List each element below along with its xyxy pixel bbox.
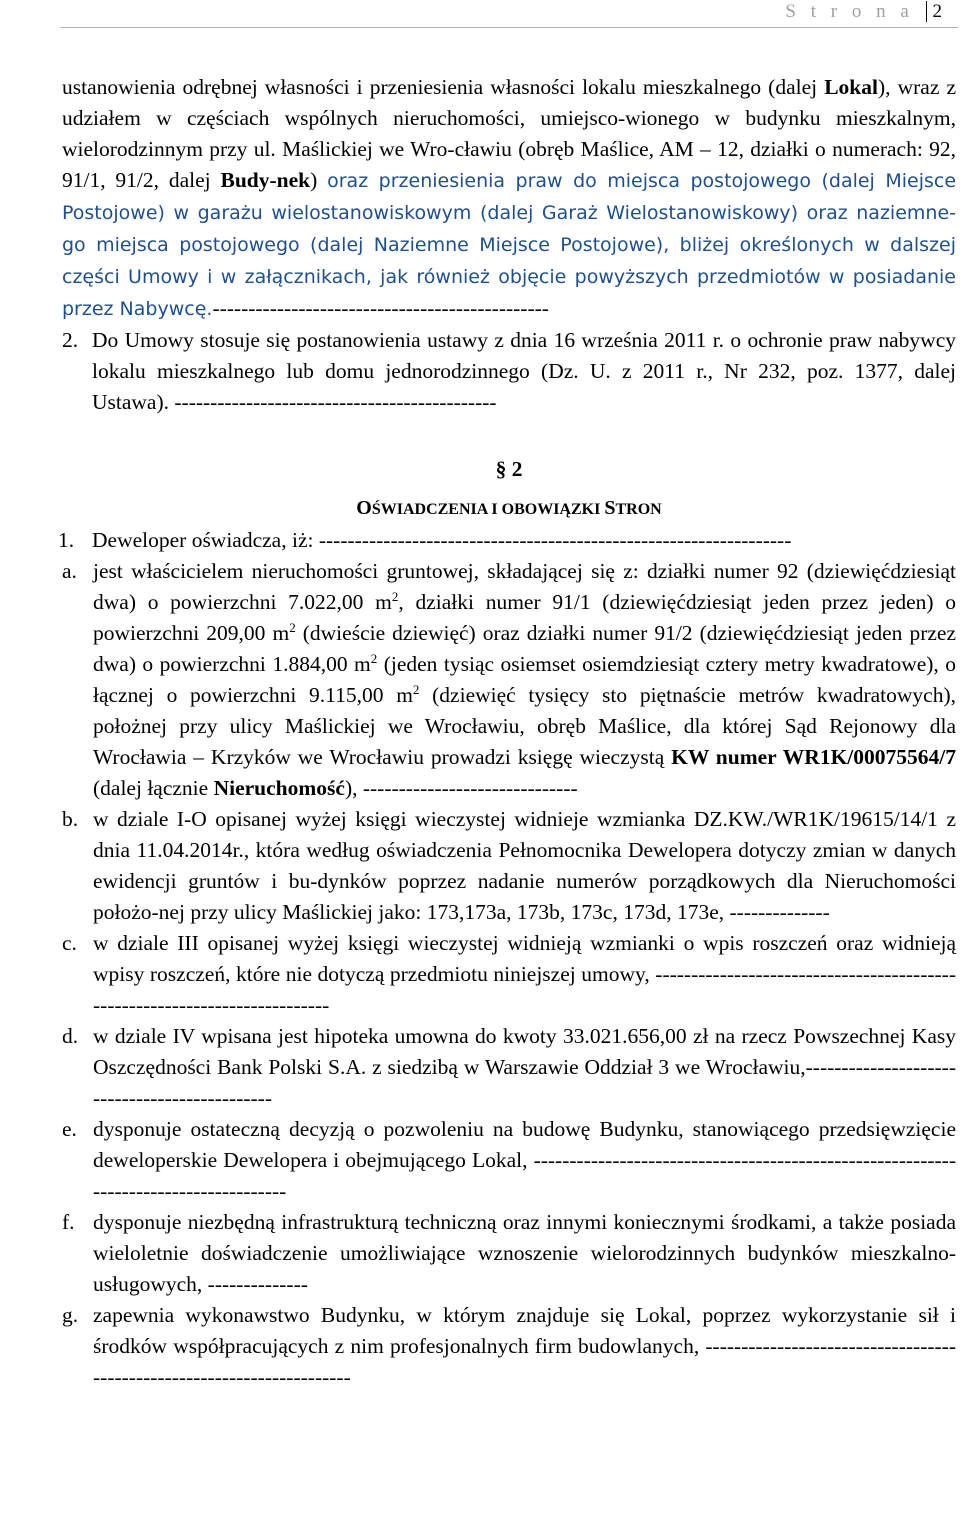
term-nieruchomosc: Nieruchomość <box>213 776 345 800</box>
clause-c-mark: c. <box>62 931 77 955</box>
clause-a-text-3: (dwieście dziewięć) oraz działki numer 91/2 (dziewięćdziesiąt jeden przez dwa) o powierzchni 1.884,00 m <box>93 621 956 676</box>
clause-f <box>62 1207 956 1300</box>
clause-a-text-5: (dziewięć tysięcy sto piętnaście metrów kwadratowych), położnej przy ulicy Maślickiej we Wrocławiu, obręb Maślice, dla której Sąd Rejonowy dla Wrocławia – Krzyków we Wrocławiu prowadzi księgę wieczystą <box>93 683 956 769</box>
page-label: S t r o n a <box>785 1 914 22</box>
clause-c-text: w dziale III opisanej wyżej księgi wieczystej widnieją wzmianki o wpis roszczeń oraz widnieją wpisy roszczeń, które nie dotyczą przedmiotu niniejszej umowy, --------------------------------------------------------------------------- <box>93 931 956 1017</box>
clause-f-text: dysponuje niezbędną infrastrukturą techniczną oraz innymi koniecznymi środkami, a także posiada wieloletnie doświadczenie umożliwiające wznoszenie wielorodzinnych budynków mieszkalno-usługowych, -------------- <box>93 1210 956 1296</box>
item-1 <box>4 525 956 556</box>
item-1-text: Deweloper oświadcza, iż: ------------------------------------------------------------------ <box>92 528 792 552</box>
clause-e <box>62 1114 956 1207</box>
clause-a-text-2: , działki numer 91/1 (dziewięćdziesiąt jeden przez jeden) o powierzchni 209,00 m <box>93 590 956 645</box>
sup-3: 2 <box>370 650 378 666</box>
paragraph-intro <box>62 72 956 325</box>
sup-2: 2 <box>289 619 296 635</box>
item-2 <box>4 325 956 418</box>
page-header <box>785 0 942 24</box>
section-title-s: S <box>604 497 616 519</box>
intro-text-3: ) <box>310 168 328 192</box>
term-budynek: Budy-nek <box>220 168 311 192</box>
section-heading <box>62 454 956 525</box>
intro-text-1: ustanowienia odrębnej własności i przeniesienia własności lokalu mieszkalnego (dalej <box>62 75 825 99</box>
clause-f-mark: f. <box>62 1210 75 1234</box>
clause-e-mark: e. <box>62 1117 77 1141</box>
section-title <box>62 493 956 525</box>
clause-b-text: w dziale I-O opisanej wyżej księgi wieczystej widnieje wzmianka DZ.KW./WR1K/19615/14/1 z dnia 11.04.2014r., która według oświadczenia Pełnomocnika Dewelopera dotyczy zmian w danych ewidencji gruntów i bu-dynków poprzez nadanie numerów porządkowych dla Nieruchomości położo-nej przy ulicy Maślickiej jako: 173,173a, 173b, 173c, 173d, 173e, -------------- <box>93 807 956 924</box>
clause-b-mark: b. <box>62 807 79 831</box>
clause-b <box>62 804 956 928</box>
clause-a-text-4: (jeden tysiąc osiemset osiemdziesiąt cztery metry kwadratowe), o łącznej o powierzchni 9.115,00 m <box>93 652 956 707</box>
clause-d-mark: d. <box>62 1024 79 1048</box>
section-title-tron: TRON <box>615 501 662 518</box>
clause-d <box>62 1021 956 1114</box>
clause-e-text: dysponuje ostateczną decyzją o pozwoleniu na budowę Budynku, stanowiącego przedsięwzięcie deweloperskie Dewelopera i obejmującego Lokal, -------------------------------------------------------------------------------------- <box>93 1117 956 1203</box>
item-2-number: 2. <box>62 328 79 352</box>
sup-4: 2 <box>412 681 420 697</box>
clause-c <box>62 928 956 1021</box>
clause-g-text: zapewnia wykonawstwo Budynku, w którym znajduje się Lokal, poprzez wykorzystanie sił i środków współpracujących z nim profesjonalnych firm budowlanych, ----------------------------------------------------------------------- <box>93 1303 956 1389</box>
intro-dashes: ----------------------------------------------- <box>212 296 549 320</box>
term-lokal: Lokal <box>824 75 878 99</box>
clause-g <box>62 1300 956 1393</box>
kw-number: KW numer WR1K/00075564/7 <box>671 745 956 769</box>
page-number: 2 <box>926 1 943 22</box>
section-title-rest: ŚWIADCZENIA I OBOWIĄZKI <box>371 501 605 518</box>
clause-a-text-7: ), ------------------------------ <box>344 776 578 800</box>
sup-1: 2 <box>391 588 399 604</box>
document-body <box>58 72 957 1393</box>
item-2-text: Do Umowy stosuje się postanowienia ustawy z dnia 16 września 2011 r. o ochronie praw nabywcy lokalu mieszkalnego lub domu jednorodzinnego (Dz. U. z 2011 r., Nr 232, poz. 1377, dalej Ustawa). --------------------------------------------- <box>92 328 956 414</box>
item-1-number: 1. <box>58 528 75 552</box>
intro-text-2: ), wraz z udziałem w częściach wspólnych nieruchomości, umiejsco-wionego w budynku mieszkalnym, wielorodzinnym przy ul. Maślickiej we Wro-cławiu (obręb Maślice, AM – 12, działki o numerach: 92, 91/1, 91/2, dalej <box>62 75 956 192</box>
intro-parking-text: oraz przeniesienia praw do miejsca postojowego (dalej Miejsce Postojowe) w garażu wielostanowiskowym (dalej Garaż Wielostanowiskowy) oraz naziemne-go miejsca postojowego (dalej Naziemne Miejsce Postojowe), bliżej określonych w dalszej części Umowy i w załącznikach, jak również objęcie powyższych przedmiotów w posiadanie przez Nabywcę. <box>62 170 957 320</box>
clause-a-text-6: (dalej łącznie <box>93 776 214 800</box>
section-title-o: O <box>356 497 372 519</box>
clause-g-mark: g. <box>62 1303 79 1327</box>
clause-d-text: w dziale IV wpisana jest hipoteka umowna do kwoty 33.021.656,00 zł na rzecz Powszechnej Kasy Oszczędności Bank Polski S.A. z siedzibą w Warszawie Oddział 3 we Wrocławiu,---------------------------------------------- <box>93 1024 956 1110</box>
header-rule <box>60 27 958 28</box>
clause-a <box>62 556 956 804</box>
clause-a-text-1: jest właścicielem nieruchomości gruntowej, składającej się z: działki numer 92 (dziewięćdziesiąt dwa) o powierzchni 7.022,00 m <box>93 559 956 614</box>
section-number: § 2 <box>495 457 523 481</box>
clause-a-mark: a. <box>62 559 77 583</box>
